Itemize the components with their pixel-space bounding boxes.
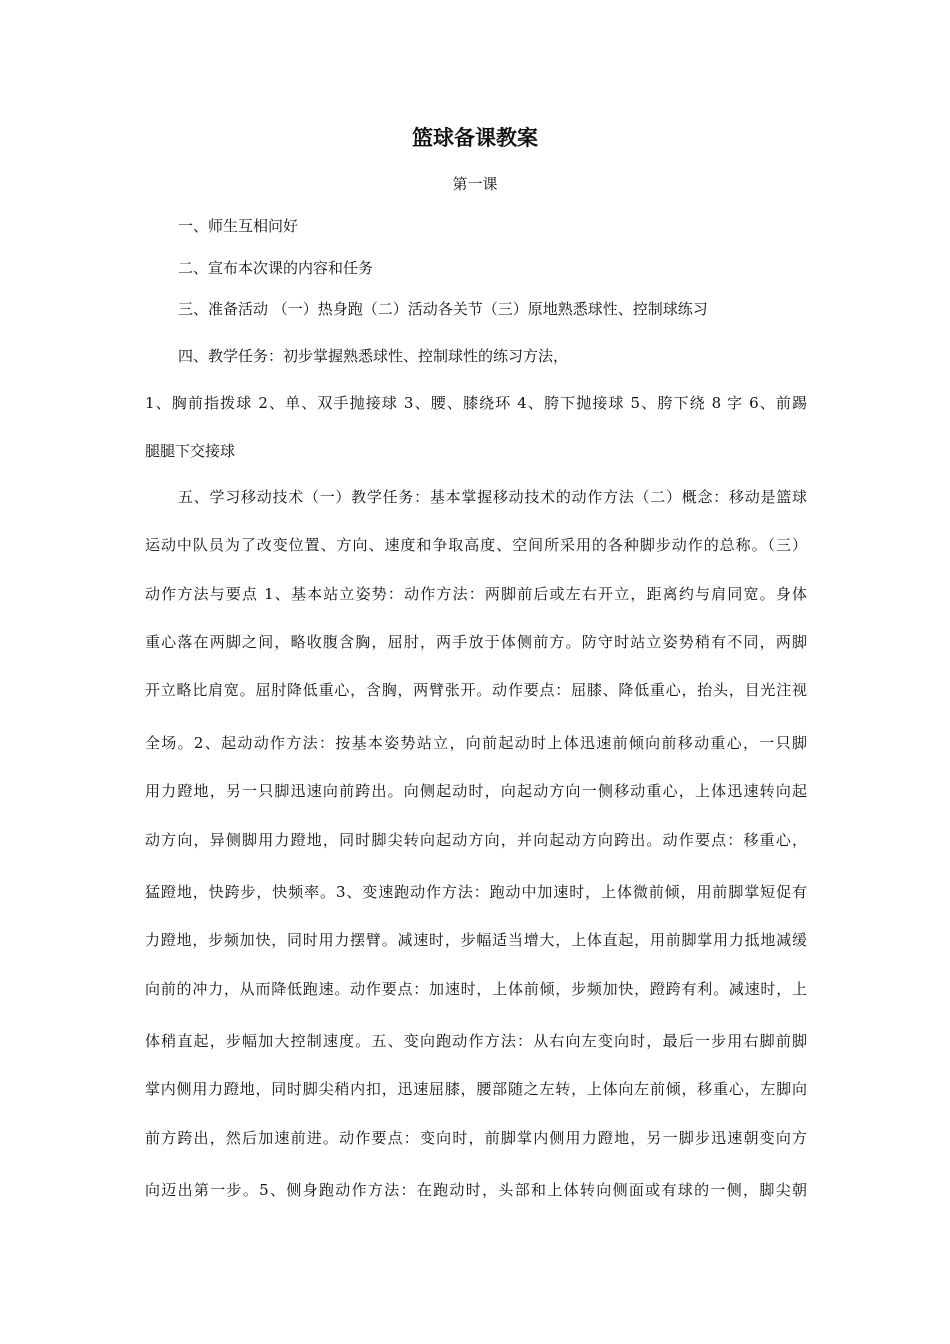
list-item: 三、准备活动 （一）热身跑（二）活动各关节（三）原地熟悉球性、控制球练习 — [178, 300, 708, 318]
paragraph-line: 动方向，异侧脚用力蹬地，同时脚尖转向起动方向，并向起动方向跨出。动作要点：移重心， — [145, 831, 807, 849]
list-item: 一、师生互相问好 — [178, 217, 299, 235]
list-item: 二、宣布本次课的内容和任务 — [178, 259, 374, 277]
paragraph-line: 猛蹬地，快跨步，快频率。3、变速跑动作方法：跑动中加速时，上体微前倾，用前脚掌短促有 — [145, 883, 807, 901]
document-title: 篮球备课教案 — [412, 126, 538, 150]
list-item: 四、教学任务：初步掌握熟悉球性、控制球性的练习方法， — [178, 347, 569, 365]
paragraph-line: 运动中队员为了改变位置、方向、速度和争取高度、空间所采用的各种脚步动作的总称。（三） — [145, 536, 807, 554]
paragraph-line: 掌内侧用力蹬地，同时脚尖稍内扣，迅速屈膝，腰部随之左转，上体向左前倾，移重心，左脚向 — [145, 1080, 807, 1098]
paragraph-line: 五、学习移动技术（一）教学任务：基本掌握移动技术的动作方法（二）概念：移动是篮球 — [178, 488, 807, 506]
paragraph-line: 力蹬地，步频加快，同时用力摆臂。减速时，步幅适当增大，上体直起，用前脚掌用力抵地减缓 — [145, 931, 807, 949]
paragraph-line: 向前的冲力，从而降低跑速。动作要点：加速时，上体前倾，步频加快，蹬跨有利。减速时，上 — [145, 980, 807, 998]
paragraph-line: 动作方法与要点 1、基本站立姿势：动作方法：两脚前后或左右开立，距离约与肩同宽。身体 — [145, 585, 807, 603]
lesson-subtitle: 第一课 — [452, 175, 498, 193]
paragraph-line: 1、胸前指拨球 2、单、双手抛接球 3、腰、膝绕环 4、胯下抛接球 5、胯下绕 8 字 6、前踢 — [145, 394, 807, 412]
paragraph-line: 前方跨出，然后加速前进。动作要点：变向时，前脚掌内侧用力蹬地，另一脚步迅速朝变向方 — [145, 1129, 807, 1147]
paragraph-line: 开立略比肩宽。屈肘降低重心，含胸，两臂张开。动作要点：屈膝、降低重心，抬头，目光注视 — [145, 681, 807, 699]
paragraph-line: 用力蹬地，另一只脚迅速向前跨出。向侧起动时，向起动方向一侧移动重心，上体迅速转向起 — [145, 782, 807, 800]
paragraph-line: 体稍直起，步幅加大控制速度。五、变向跑动作方法：从右向左变向时，最后一步用右脚前脚 — [145, 1032, 807, 1050]
paragraph-line: 全场。2、起动动作方法：按基本姿势站立，向前起动时上体迅速前倾向前移动重心，一只脚 — [145, 734, 807, 752]
paragraph-line: 重心落在两脚之间，略收腹含胸，屈肘，两手放于体侧前方。防守时站立姿势稍有不同，两脚 — [145, 633, 807, 651]
paragraph-line: 向迈出第一步。5、侧身跑动作方法：在跑动时，头部和上体转向侧面或有球的一侧，脚尖朝 — [145, 1181, 807, 1199]
paragraph-line: 腿腿下交接球 — [145, 442, 236, 460]
